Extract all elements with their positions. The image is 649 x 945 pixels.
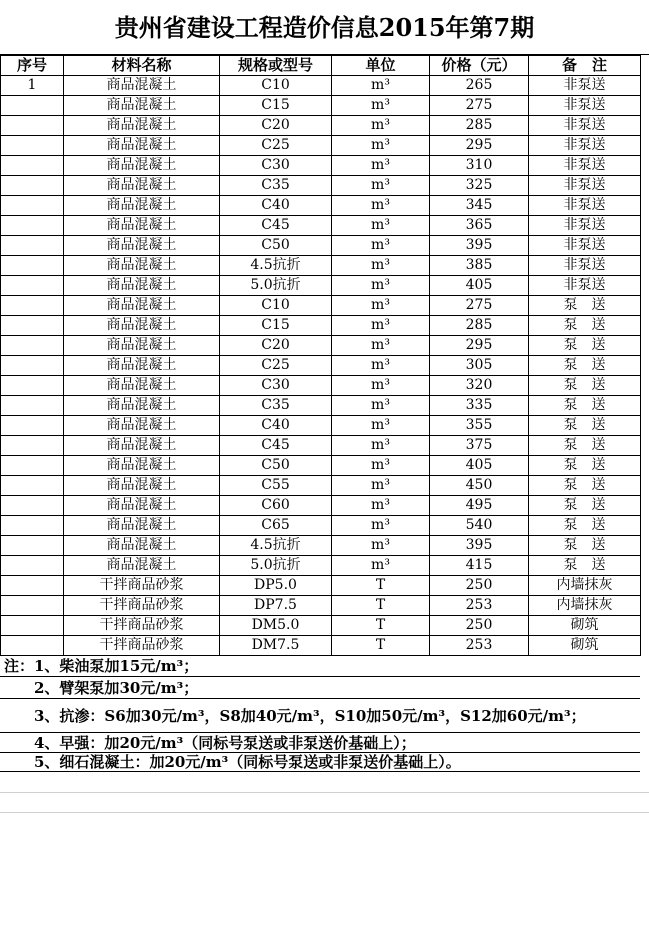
cell-note: 内墙抹灰 (529, 576, 641, 596)
table-row (1, 136, 641, 156)
cell-price: 310 (430, 156, 529, 176)
cell-name: 商品混凝土 (64, 156, 220, 176)
table-row (1, 356, 641, 376)
cell-seq (1, 336, 64, 356)
cell-name: 商品混凝土 (64, 76, 220, 96)
cell-note: 泵 送 (529, 336, 641, 356)
cell-spec: C40 (220, 416, 332, 436)
cell-seq (1, 416, 64, 436)
cell-unit: m³ (332, 556, 430, 576)
cell-spec: C65 (220, 516, 332, 536)
table-row (1, 216, 641, 236)
cell-note: 非泵送 (529, 176, 641, 196)
cell-price: 325 (430, 176, 529, 196)
cell-spec: 4.5抗折 (220, 536, 332, 556)
cell-seq (1, 176, 64, 196)
cell-price: 253 (430, 636, 529, 656)
cell-unit: m³ (332, 196, 430, 216)
cell-spec: DP5.0 (220, 576, 332, 596)
cell-note: 泵 送 (529, 456, 641, 476)
notes-section (0, 656, 640, 772)
cell-name: 商品混凝土 (64, 116, 220, 136)
table-row (1, 636, 641, 656)
cell-name: 商品混凝土 (64, 496, 220, 516)
header-row (1, 56, 641, 76)
cell-unit: m³ (332, 536, 430, 556)
table-row (1, 396, 641, 416)
table-row (1, 316, 641, 336)
cell-price: 320 (430, 376, 529, 396)
cell-seq (1, 376, 64, 396)
cell-name: 干拌商品砂浆 (64, 636, 220, 656)
cell-price: 375 (430, 436, 529, 456)
cell-price: 253 (430, 596, 529, 616)
table-row (1, 476, 641, 496)
cell-seq (1, 216, 64, 236)
cell-spec: C10 (220, 76, 332, 96)
price-table (0, 55, 641, 656)
cell-name: 商品混凝土 (64, 276, 220, 296)
cell-price: 395 (430, 236, 529, 256)
cell-spec: C40 (220, 196, 332, 216)
cell-seq (1, 316, 64, 336)
cell-name: 商品混凝土 (64, 296, 220, 316)
cell-seq (1, 636, 64, 656)
cell-note: 砌筑 (529, 616, 641, 636)
cell-seq (1, 476, 64, 496)
cell-note: 非泵送 (529, 116, 641, 136)
table-row (1, 76, 641, 96)
table-row (1, 416, 641, 436)
cell-note: 泵 送 (529, 396, 641, 416)
cell-note: 非泵送 (529, 256, 641, 276)
empty-row (0, 792, 649, 813)
note-line: 4、早强：加20元/m³（同标号泵送或非泵送价基础上）； (0, 733, 640, 753)
cell-spec: C50 (220, 236, 332, 256)
note-line: 注：1、柴油泵加15元/m³； (0, 656, 640, 677)
table-row (1, 176, 641, 196)
cell-name: 商品混凝土 (64, 436, 220, 456)
cell-unit: m³ (332, 396, 430, 416)
cell-unit: m³ (332, 236, 430, 256)
cell-seq (1, 196, 64, 216)
cell-unit: m³ (332, 316, 430, 336)
cell-price: 295 (430, 336, 529, 356)
cell-name: 干拌商品砂浆 (64, 596, 220, 616)
cell-unit: m³ (332, 116, 430, 136)
cell-unit: m³ (332, 436, 430, 456)
cell-unit: T (332, 596, 430, 616)
cell-name: 商品混凝土 (64, 396, 220, 416)
cell-unit: m³ (332, 256, 430, 276)
cell-spec: DM7.5 (220, 636, 332, 656)
cell-seq (1, 96, 64, 116)
cell-unit: m³ (332, 336, 430, 356)
cell-price: 335 (430, 396, 529, 416)
cell-note: 非泵送 (529, 96, 641, 116)
header-note: 备 注 (529, 56, 641, 76)
cell-unit: m³ (332, 356, 430, 376)
cell-seq (1, 356, 64, 376)
cell-price: 355 (430, 416, 529, 436)
cell-note: 非泵送 (529, 236, 641, 256)
cell-name: 商品混凝土 (64, 216, 220, 236)
table-row (1, 436, 641, 456)
cell-seq (1, 556, 64, 576)
cell-spec: C35 (220, 396, 332, 416)
cell-name: 商品混凝土 (64, 556, 220, 576)
cell-price: 250 (430, 576, 529, 596)
table-body (1, 76, 641, 656)
cell-unit: T (332, 636, 430, 656)
page-title: 贵州省建设工程造价信息2015年第7期 (0, 0, 649, 55)
cell-note: 泵 送 (529, 296, 641, 316)
cell-note: 泵 送 (529, 356, 641, 376)
cell-spec: 5.0抗折 (220, 276, 332, 296)
cell-seq (1, 616, 64, 636)
cell-spec: C35 (220, 176, 332, 196)
cell-name: 商品混凝土 (64, 476, 220, 496)
cell-name: 商品混凝土 (64, 536, 220, 556)
cell-unit: m³ (332, 516, 430, 536)
cell-seq (1, 156, 64, 176)
cell-spec: C60 (220, 496, 332, 516)
table-row (1, 456, 641, 476)
cell-unit: m³ (332, 496, 430, 516)
cell-spec: C50 (220, 456, 332, 476)
cell-seq (1, 136, 64, 156)
empty-row (0, 772, 649, 793)
table-row (1, 376, 641, 396)
table-row (1, 336, 641, 356)
cell-seq (1, 256, 64, 276)
cell-note: 内墙抹灰 (529, 596, 641, 616)
cell-spec: 5.0抗折 (220, 556, 332, 576)
cell-price: 305 (430, 356, 529, 376)
cell-note: 泵 送 (529, 556, 641, 576)
cell-note: 非泵送 (529, 156, 641, 176)
cell-spec: DP7.5 (220, 596, 332, 616)
table-row (1, 116, 641, 136)
cell-unit: m³ (332, 416, 430, 436)
cell-price: 250 (430, 616, 529, 636)
header-name: 材料名称 (64, 56, 220, 76)
cell-name: 商品混凝土 (64, 236, 220, 256)
cell-price: 495 (430, 496, 529, 516)
cell-unit: m³ (332, 176, 430, 196)
cell-price: 295 (430, 136, 529, 156)
table-row (1, 616, 641, 636)
cell-name: 商品混凝土 (64, 96, 220, 116)
table-row (1, 256, 641, 276)
cell-name: 商品混凝土 (64, 256, 220, 276)
cell-name: 商品混凝土 (64, 176, 220, 196)
cell-price: 285 (430, 316, 529, 336)
table-row (1, 236, 641, 256)
cell-note: 泵 送 (529, 516, 641, 536)
cell-unit: m³ (332, 456, 430, 476)
note-line: 3、抗渗：S6加30元/m³，S8加40元/m³，S10加50元/m³，S12加60元/m³； (0, 699, 640, 733)
cell-spec: C15 (220, 96, 332, 116)
cell-seq (1, 496, 64, 516)
table-row (1, 516, 641, 536)
cell-name: 商品混凝土 (64, 336, 220, 356)
cell-price: 540 (430, 516, 529, 536)
cell-name: 干拌商品砂浆 (64, 616, 220, 636)
cell-note: 非泵送 (529, 136, 641, 156)
cell-unit: m³ (332, 476, 430, 496)
cell-name: 商品混凝土 (64, 456, 220, 476)
cell-spec: C10 (220, 296, 332, 316)
table-row (1, 196, 641, 216)
cell-name: 商品混凝土 (64, 196, 220, 216)
cell-price: 385 (430, 256, 529, 276)
cell-price: 450 (430, 476, 529, 496)
header-seq: 序号 (1, 56, 64, 76)
cell-unit: T (332, 616, 430, 636)
cell-unit: m³ (332, 376, 430, 396)
cell-seq: 1 (1, 76, 64, 96)
cell-spec: C30 (220, 156, 332, 176)
cell-note: 泵 送 (529, 476, 641, 496)
cell-spec: 4.5抗折 (220, 256, 332, 276)
table-row (1, 536, 641, 556)
cell-seq (1, 116, 64, 136)
table-row (1, 596, 641, 616)
cell-seq (1, 396, 64, 416)
cell-spec: C20 (220, 116, 332, 136)
cell-spec: C15 (220, 316, 332, 336)
cell-seq (1, 456, 64, 476)
table-row (1, 576, 641, 596)
table-row (1, 276, 641, 296)
cell-unit: m³ (332, 276, 430, 296)
cell-spec: DM5.0 (220, 616, 332, 636)
table-row (1, 496, 641, 516)
cell-seq (1, 596, 64, 616)
cell-seq (1, 576, 64, 596)
cell-unit: m³ (332, 216, 430, 236)
cell-unit: m³ (332, 96, 430, 116)
table-row (1, 556, 641, 576)
cell-name: 商品混凝土 (64, 516, 220, 536)
cell-spec: C45 (220, 436, 332, 456)
cell-note: 泵 送 (529, 416, 641, 436)
cell-spec: C55 (220, 476, 332, 496)
header-unit: 单位 (332, 56, 430, 76)
cell-name: 商品混凝土 (64, 416, 220, 436)
cell-price: 405 (430, 276, 529, 296)
cell-note: 非泵送 (529, 276, 641, 296)
table-row (1, 156, 641, 176)
cell-seq (1, 296, 64, 316)
cell-price: 285 (430, 116, 529, 136)
header-price: 价格（元） (430, 56, 529, 76)
cell-price: 415 (430, 556, 529, 576)
cell-note: 砌筑 (529, 636, 641, 656)
cell-unit: T (332, 576, 430, 596)
cell-name: 商品混凝土 (64, 356, 220, 376)
cell-price: 265 (430, 76, 529, 96)
cell-unit: m³ (332, 76, 430, 96)
cell-name: 干拌商品砂浆 (64, 576, 220, 596)
cell-seq (1, 276, 64, 296)
cell-unit: m³ (332, 156, 430, 176)
table-row (1, 96, 641, 116)
cell-note: 泵 送 (529, 496, 641, 516)
cell-note: 泵 送 (529, 436, 641, 456)
cell-price: 365 (430, 216, 529, 236)
note-line: 2、臂架泵加30元/m³； (0, 677, 640, 699)
cell-note: 非泵送 (529, 196, 641, 216)
cell-spec: C45 (220, 216, 332, 236)
cell-note: 泵 送 (529, 316, 641, 336)
cell-unit: m³ (332, 136, 430, 156)
cell-note: 非泵送 (529, 76, 641, 96)
cell-price: 395 (430, 536, 529, 556)
cell-name: 商品混凝土 (64, 376, 220, 396)
cell-note: 非泵送 (529, 216, 641, 236)
cell-price: 275 (430, 296, 529, 316)
cell-price: 275 (430, 96, 529, 116)
cell-unit: m³ (332, 296, 430, 316)
cell-seq (1, 516, 64, 536)
cell-name: 商品混凝土 (64, 136, 220, 156)
note-line: 5、细石混凝土：加20元/m³（同标号泵送或非泵送价基础上）。 (0, 753, 640, 772)
cell-name: 商品混凝土 (64, 316, 220, 336)
cell-note: 泵 送 (529, 536, 641, 556)
cell-seq (1, 436, 64, 456)
cell-price: 345 (430, 196, 529, 216)
cell-spec: C20 (220, 336, 332, 356)
cell-seq (1, 236, 64, 256)
cell-note: 泵 送 (529, 376, 641, 396)
header-spec: 规格或型号 (220, 56, 332, 76)
cell-spec: C30 (220, 376, 332, 396)
cell-seq (1, 536, 64, 556)
cell-spec: C25 (220, 136, 332, 156)
cell-spec: C25 (220, 356, 332, 376)
cell-price: 405 (430, 456, 529, 476)
table-row (1, 296, 641, 316)
